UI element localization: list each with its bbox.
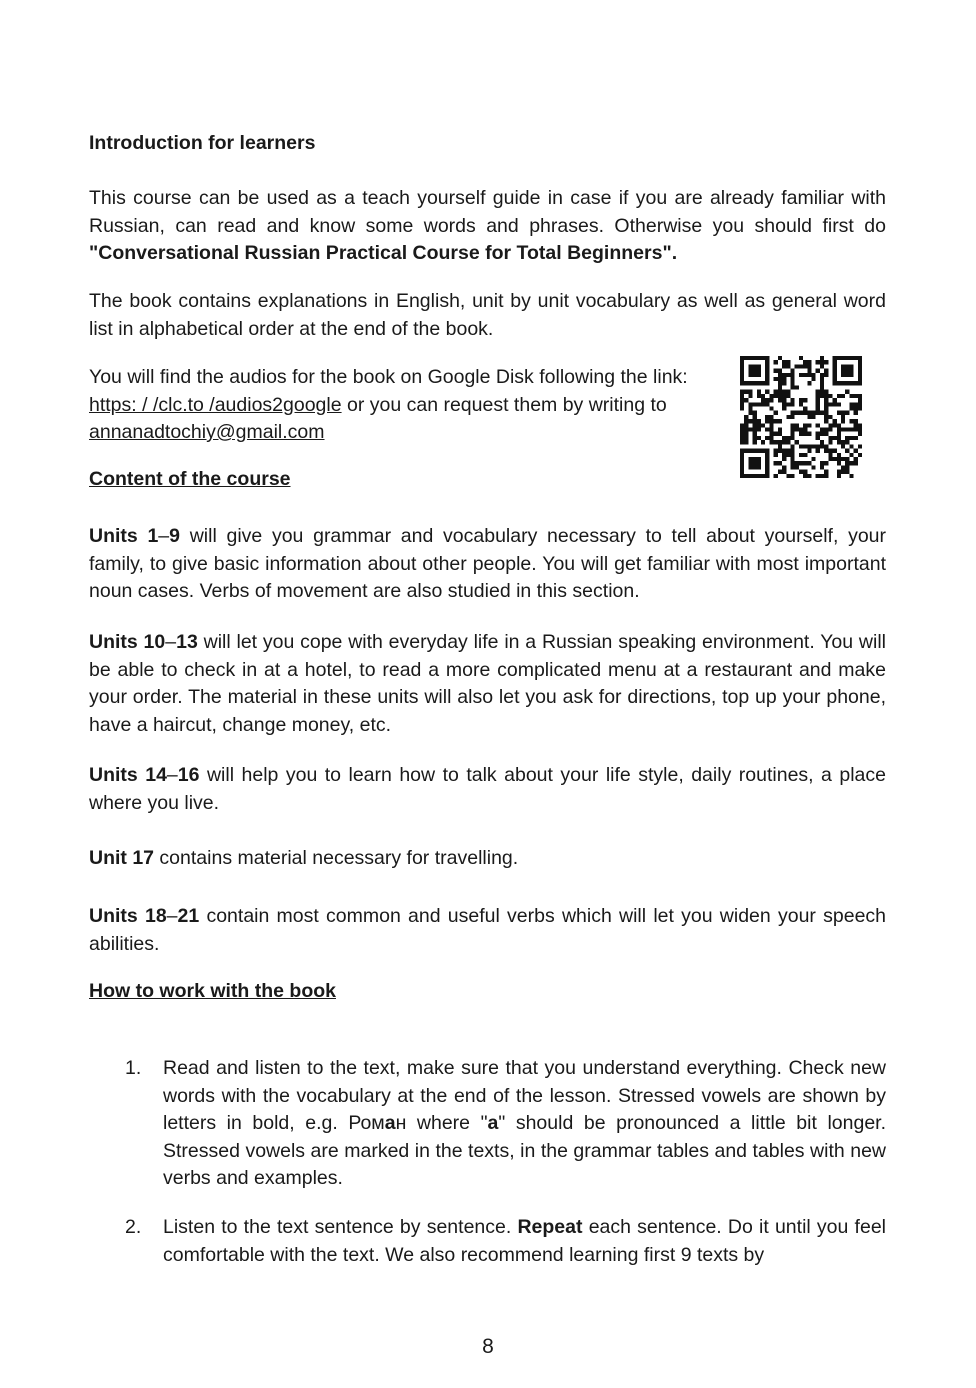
units-10-13-paragraph	[89, 629, 886, 739]
text-segment: " should be pronounced a little bit longer. Stressed vowels are marked in the texts, in the grammar tables and tables with new verbs and examples.	[163, 1112, 886, 1189]
units-range-start: Units 10	[89, 631, 166, 653]
audio-text-middle: or you can request them by writing to	[341, 393, 667, 416]
qr-code-icon	[740, 356, 862, 478]
units-range-end: 9	[169, 525, 181, 547]
page-number: 8	[482, 1335, 494, 1358]
units-range-start: Units 14	[89, 764, 167, 786]
units-14-16-paragraph	[89, 762, 886, 817]
text-segment: н where "	[395, 1112, 488, 1134]
units-range-dash: –	[165, 631, 177, 653]
text-segment: Read and listen to the text, make sure that you understand everything. Check new words with the vocabulary at the end of the lesson. Stressed vowels are shown by letters in bold, e.g. Ром	[163, 1057, 886, 1134]
units-range-dash: –	[158, 525, 170, 547]
repeat-emphasis: Repeat	[517, 1216, 583, 1238]
units-description: will give you grammar and vocabulary necessary to tell about yourself, your family, to give basic information about other people. You will get familiar with most important noun cases. Verbs of movement are also studied in this section.	[89, 525, 887, 602]
beginners-course-title: "Conversational Russian Practical Course for Total Beginners".	[89, 242, 678, 264]
audio-paragraph	[89, 364, 709, 447]
howto-heading: How to work with the book	[89, 980, 336, 1002]
units-description: will let you cope with everyday life in a Russian speaking environment. You will be able to check in at a hotel, to read a more complicated menu at a restaurant and make your order. The material in these units will also let you ask for directions, top up your phone, have a haircut, change money, etc.	[89, 631, 886, 736]
audio-text-before: You will find the audios for the book on Google Disk following the link:	[89, 366, 688, 388]
units-range-dash: –	[166, 764, 178, 786]
stressed-vowel: a	[487, 1112, 499, 1134]
stressed-vowel: а	[384, 1112, 396, 1134]
text-segment: each sentence. Do it until you feel comfortable with the text. We also recommend learning first 9 texts by	[163, 1216, 886, 1266]
units-range-dash: –	[166, 905, 178, 927]
list-number: 1.	[125, 1057, 142, 1079]
intro-heading: Introduction for learners	[89, 132, 316, 154]
units-range-end: 13	[176, 631, 198, 653]
intro-paragraph-2: The book contains explanations in English, unit by unit vocabulary as well as general word list in alphabetical order at the end of the book.	[89, 290, 886, 340]
units-1-9-paragraph	[89, 523, 886, 606]
intro-paragraph-1-text: This course can be used as a teach yourself guide in case if you are already familiar with Russian, can read and know some words and phrases. Otherwise you should first do	[89, 187, 886, 237]
units-range-start: Unit 17	[89, 847, 155, 869]
units-description: contain most common and useful verbs which will let you widen your speech abilities.	[89, 905, 887, 955]
content-heading: Content of the course	[89, 468, 291, 490]
list-item-text	[163, 1214, 886, 1269]
email-link[interactable]: annanadtochiy@gmail.com	[89, 421, 325, 443]
audio-link[interactable]: https: / /clc.to /audios2google	[89, 393, 342, 416]
list-number: 2.	[125, 1216, 142, 1238]
units-description: will help you to learn how to talk about your life style, daily routines, a place where you live.	[89, 764, 886, 814]
units-range-end: 21	[177, 905, 200, 927]
text-segment: Listen to the text sentence by sentence.	[163, 1216, 518, 1238]
units-range-start: Units 1	[89, 525, 159, 547]
units-18-21-paragraph	[89, 903, 886, 958]
intro-paragraph-1	[89, 185, 886, 268]
unit-17-paragraph	[89, 845, 886, 873]
units-range-start: Units 18	[89, 905, 167, 927]
list-item-text	[163, 1055, 886, 1193]
units-range-end: 16	[177, 764, 200, 786]
units-description: contains material necessary for travelling.	[154, 847, 519, 869]
